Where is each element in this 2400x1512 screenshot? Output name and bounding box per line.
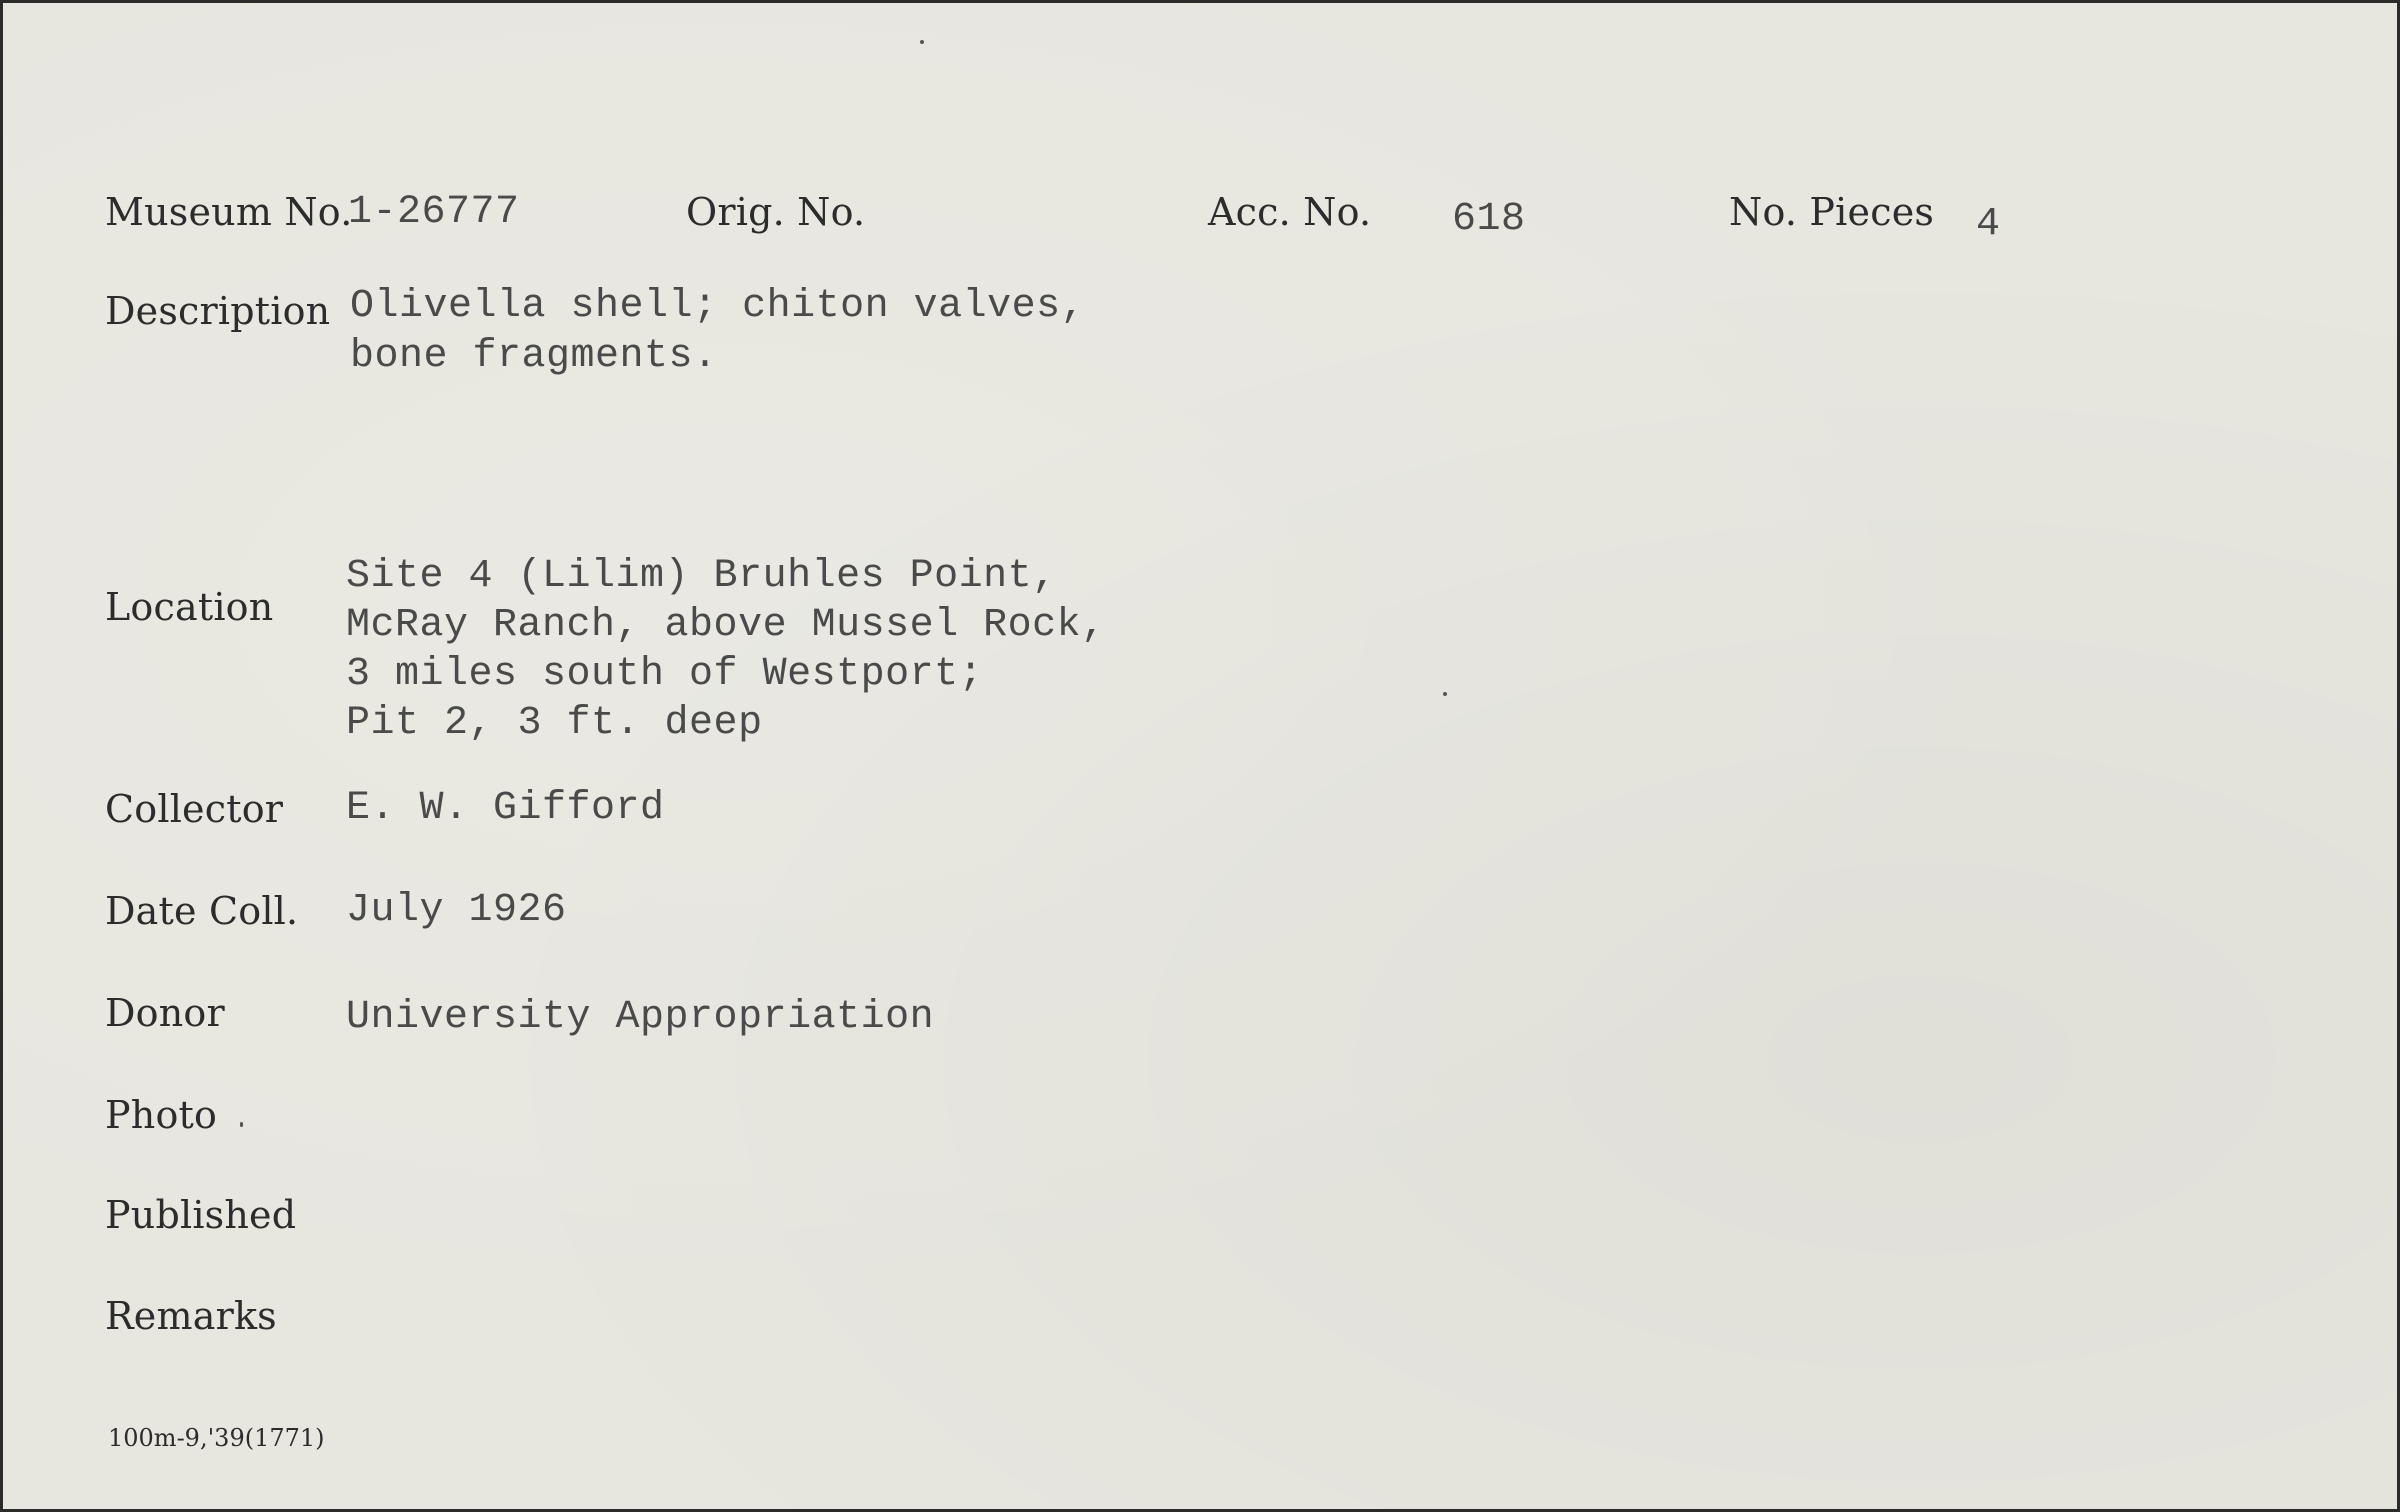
orig-no-label: Orig. No.: [686, 190, 866, 234]
acc-no-value: 618: [1452, 197, 1526, 242]
acc-no-label: Acc. No.: [1208, 190, 1372, 234]
museum-no-label: Museum No.: [105, 190, 353, 234]
description-label: Description: [105, 289, 331, 333]
description-line-2: bone fragments.: [350, 334, 718, 379]
published-label: Published: [105, 1193, 297, 1237]
location-line-1: Site 4 (Lilim) Bruhles Point,: [346, 554, 1057, 599]
donor-value: University Appropriation: [346, 995, 935, 1040]
dust-speck: [1443, 692, 1447, 696]
date-coll-label: Date Coll.: [105, 889, 299, 933]
photo-label: Photo: [105, 1093, 218, 1137]
remarks-label: Remarks: [105, 1294, 277, 1338]
location-line-3: 3 miles south of Westport;: [346, 652, 984, 697]
donor-label: Donor: [105, 991, 225, 1035]
dust-speck: [920, 40, 924, 44]
no-pieces-value: 4: [1976, 202, 2001, 247]
location-line-2: McRay Ranch, above Mussel Rock,: [346, 603, 1106, 648]
location-label: Location: [105, 585, 274, 629]
description-line-1: Olivella shell; chiton valves,: [350, 284, 1086, 329]
museum-no-value: 1-26777: [348, 190, 520, 235]
no-pieces-label: No. Pieces: [1729, 190, 1935, 234]
date-coll-value: July 1926: [346, 888, 567, 933]
collector-value: E. W. Gifford: [346, 786, 665, 831]
collector-label: Collector: [105, 787, 284, 831]
location-line-4: Pit 2, 3 ft. deep: [346, 701, 763, 746]
dust-speck: [240, 1122, 243, 1127]
form-code: 100m-9,'39(1771): [108, 1424, 325, 1452]
